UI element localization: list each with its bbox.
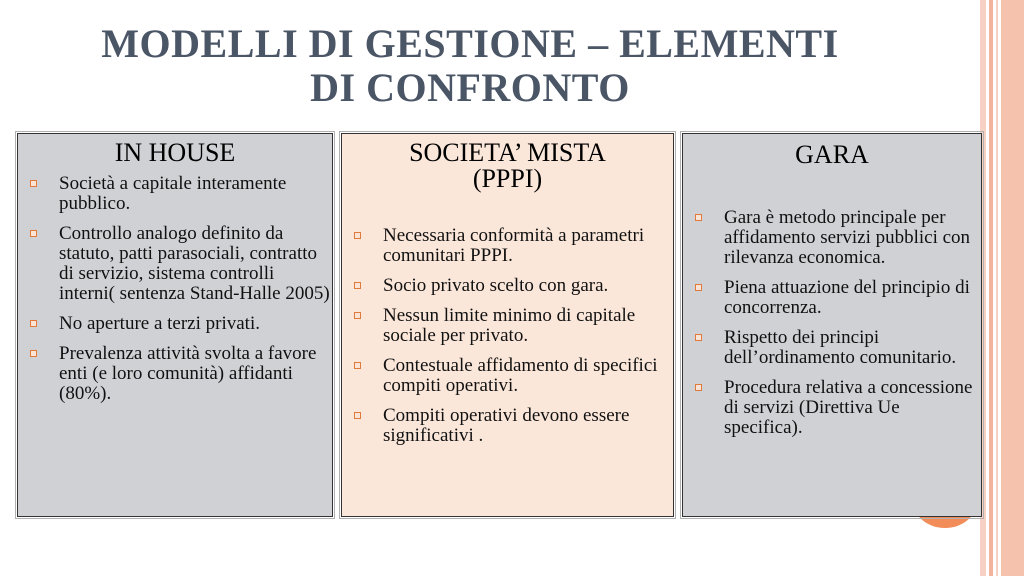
column-in-house bbox=[17, 133, 333, 517]
column-title-line-2: (PPPI) bbox=[472, 164, 543, 193]
square-bullet-icon bbox=[354, 282, 361, 289]
list-item: Controllo analogo definito da statuto, patti parasociali, contratto di servizio, sistema controlli interni( sentenza Stand-Halle 2005) bbox=[18, 224, 332, 304]
list-item: Prevalenza attività svolta a favore enti (e loro comunità) affidanti (80%). bbox=[18, 344, 332, 404]
square-bullet-icon bbox=[30, 180, 37, 187]
stripe-2 bbox=[989, 0, 993, 576]
in-house-list bbox=[18, 174, 332, 404]
square-bullet-icon bbox=[695, 214, 702, 221]
square-bullet-icon bbox=[30, 230, 37, 237]
list-item: Società a capitale interamente pubblico. bbox=[18, 174, 332, 214]
column-title-gara: GARA bbox=[795, 140, 869, 169]
slide-title-line-1: MODELLI DI GESTIONE – ELEMENTI bbox=[101, 21, 839, 66]
column-title-line-1: SOCIETA’ MISTA bbox=[409, 138, 606, 167]
stripe-3 bbox=[996, 0, 998, 576]
list-item: Contestuale affidamento di specifici compiti operativi. bbox=[342, 356, 673, 396]
list-item: Compiti operativi devono essere significativi . bbox=[342, 406, 673, 446]
list-item: Piena attuazione del principio di concorrenza. bbox=[683, 278, 981, 318]
list-item: No aperture a terzi privati. bbox=[18, 314, 332, 334]
square-bullet-icon bbox=[354, 312, 361, 319]
list-item: Rispetto dei principi dell’ordinamento comunitario. bbox=[683, 328, 981, 368]
list-item: Necessaria conformità a parametri comunitari PPPI. bbox=[342, 226, 673, 266]
square-bullet-icon bbox=[695, 384, 702, 391]
decorative-side-stripes bbox=[980, 0, 1024, 576]
column-societa-mista bbox=[341, 133, 674, 517]
societa-mista-list bbox=[342, 226, 673, 446]
square-bullet-icon bbox=[695, 284, 702, 291]
square-bullet-icon bbox=[354, 412, 361, 419]
square-bullet-icon bbox=[354, 232, 361, 239]
list-item: Gara è metodo principale per affidamento servizi pubblici con rilevanza economica. bbox=[683, 208, 981, 268]
list-item: Socio privato scelto con gara. bbox=[342, 276, 673, 296]
square-bullet-icon bbox=[354, 362, 361, 369]
column-title-in-house: IN HOUSE bbox=[114, 138, 236, 167]
stripe-4 bbox=[1001, 0, 1024, 576]
column-gara bbox=[682, 133, 982, 517]
square-bullet-icon bbox=[30, 320, 37, 327]
square-bullet-icon bbox=[695, 334, 702, 341]
slide-title bbox=[40, 22, 900, 110]
gara-list bbox=[683, 208, 981, 438]
list-item: Procedura relativa a concessione di servizi (Direttiva Ue specifica). bbox=[683, 378, 981, 438]
square-bullet-icon bbox=[30, 350, 37, 357]
column-title-societa-mista bbox=[342, 140, 673, 192]
slide-title-line-2: DI CONFRONTO bbox=[310, 65, 630, 110]
list-item: Nessun limite minimo di capitale sociale per privato. bbox=[342, 306, 673, 346]
